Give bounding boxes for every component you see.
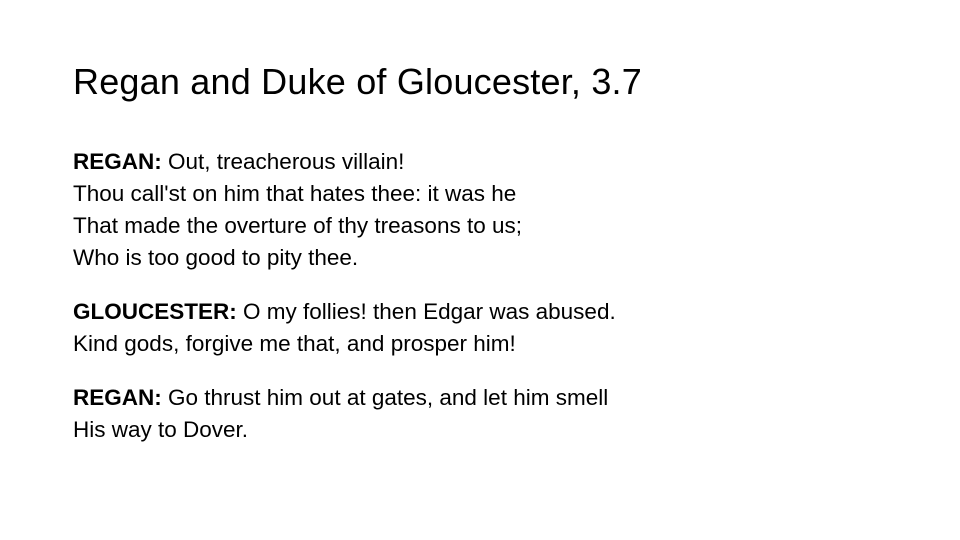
speech-first-line xyxy=(73,146,933,178)
speech-line: That made the overture of thy treasons to us; xyxy=(73,213,522,238)
slide-body xyxy=(73,146,933,468)
speech-first-line xyxy=(73,296,933,328)
speaker-name: REGAN: xyxy=(73,385,162,410)
speech-text: Go thrust him out at gates, and let him smell xyxy=(161,385,609,410)
speech-line: Thou call'st on him that hates thee: it was he xyxy=(73,181,517,206)
speaker-name: GLOUCESTER: xyxy=(73,299,237,324)
speech-gloucester xyxy=(73,296,933,360)
speech-line: His way to Dover. xyxy=(73,417,249,442)
speech-regan-1 xyxy=(73,146,933,274)
speech-text: O my follies! then Edgar was abused. xyxy=(236,299,616,324)
speaker-name: REGAN: xyxy=(73,149,162,174)
speech-text: Out, treacherous villain! xyxy=(161,149,405,174)
speech-line: Kind gods, forgive me that, and prosper him! xyxy=(73,331,516,356)
slide-title: Regan and Duke of Gloucester, 3.7 xyxy=(73,61,642,102)
speech-first-line xyxy=(73,382,933,414)
speech-line: Who is too good to pity thee. xyxy=(73,245,359,270)
speech-regan-2 xyxy=(73,382,933,446)
